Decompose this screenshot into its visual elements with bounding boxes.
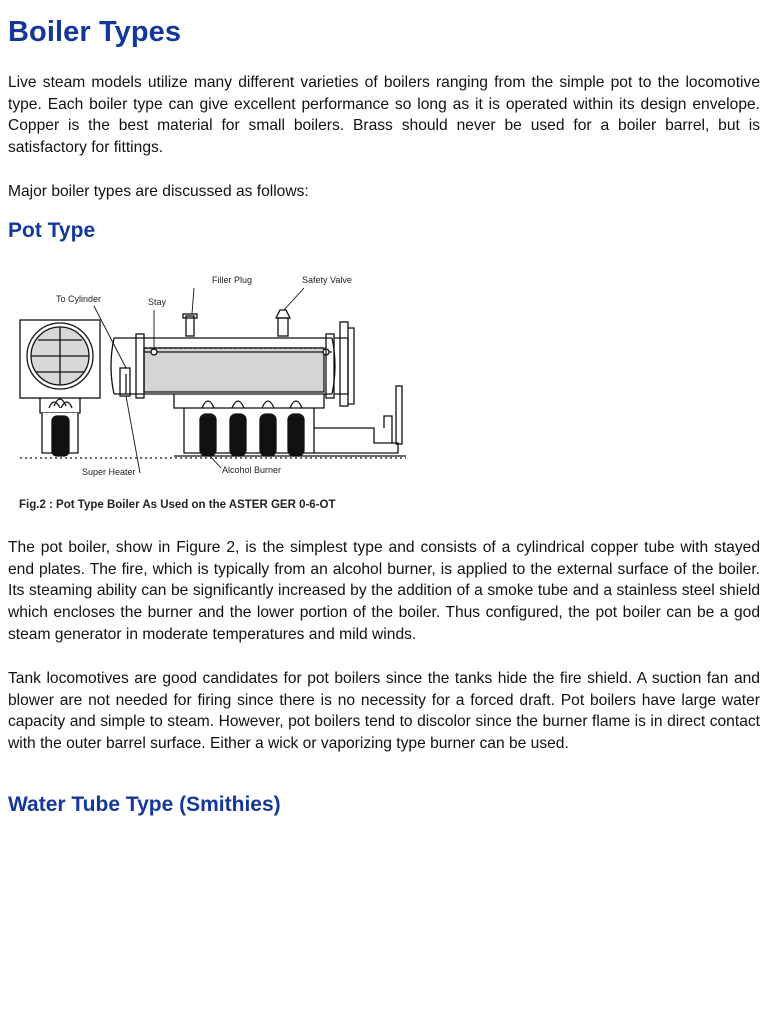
figure-caption: Fig.2 : Pot Type Boiler As Used on the ASTER GER 0-6-OT xyxy=(19,499,336,511)
callout-safety-valve: Safety Valve xyxy=(302,275,352,285)
section-heading-pot-type: Pot Type xyxy=(8,219,96,242)
pot-boiler-figure xyxy=(14,268,414,518)
section-heading-water-tube-type: Water Tube Type (Smithies) xyxy=(8,793,281,816)
page-title: Boiler Types xyxy=(8,16,182,48)
callout-filler-plug: Filler Plug xyxy=(212,275,253,285)
major-types-line: Major boiler types are discussed as follows: xyxy=(8,183,309,200)
pot-type-paragraph-1: The pot boiler, show in Figure 2, is the simplest type and consists of a cylindrical copper tube with stayed end plates. The fire, which is typically from an alcohol burner, is applied to the external surface of the boiler. Its steaming ability can be significantly increased by the addition of a smoke tube and a stainless steel shield which encloses the burner and the lower portion of the boiler. Thus configured, the pot boiler can be a god steam generator in moderate temperatures and mild winds. xyxy=(8,539,760,643)
boiler-end-view xyxy=(20,320,100,456)
intro-paragraph: Live steam models utilize many different varieties of boilers ranging from the simple pot to the locomotive type. Each boiler type can give excellent performance so long as it is operated within its design envelope. Copper is the best material for small boilers. Brass should never be used for a boiler barrel, but is satisfactory for fittings. xyxy=(8,74,760,157)
callout-alcohol-burner: Alcohol Burner xyxy=(222,465,282,475)
callout-super-heater: Super Heater xyxy=(82,467,136,477)
callout-to-cylinder: To Cylinder xyxy=(56,294,102,304)
callout-stay: Stay xyxy=(148,297,167,307)
pot-type-paragraph-2: Tank locomotives are good candidates for pot boilers since the tanks hide the fire shield. A suction fan and blower are not needed for firing since there is no necessity for a forced draft. Pot boilers have large water capacity and simple to steam. However, pot boilers tend to discolor since the burner flame is in direct contact with the outer barrel surface. Either a wick or vaporizing type burner can be used. xyxy=(8,670,760,753)
